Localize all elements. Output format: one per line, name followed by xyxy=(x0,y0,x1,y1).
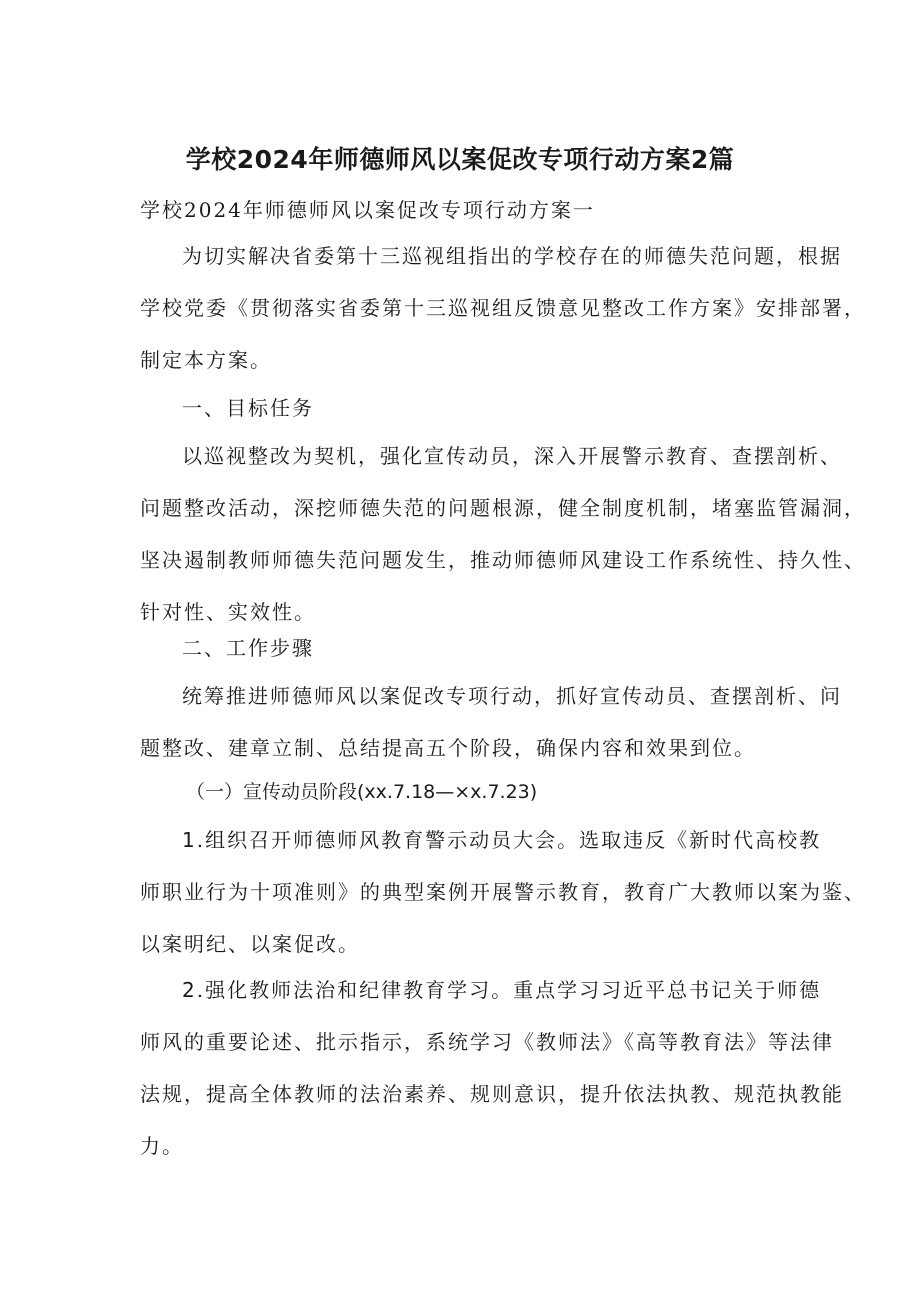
section1-paragraph xyxy=(140,430,866,638)
item2-number: 2 xyxy=(182,978,197,1002)
section2-line: 题整改、建章立制、总结提高五个阶段，确保内容和效果到位。 xyxy=(140,736,756,760)
section2-paragraph xyxy=(140,670,842,774)
section1-line: 以巡视整改为契机，强化宣传动员，深入开展警示教育、查摆剖析、 xyxy=(182,444,842,468)
item2-line: 法规，提高全体教师的法治素养、规则意识，提升依法执教、规范执教能 xyxy=(140,1082,844,1106)
section2-line: 统筹推进师德师风以案促改专项行动，抓好宣传动员、查摆剖析、问 xyxy=(182,684,842,708)
section1-line: 问题整改活动，深挖师德失范的问题根源，健全制度机制，堵塞监管漏洞， xyxy=(140,496,866,520)
item1-line: 以案明纪、以案促改。 xyxy=(140,932,360,956)
intro-paragraph xyxy=(140,230,866,386)
intro-line: 为切实解决省委第十三巡视组指出的学校存在的师德失范问题，根据 xyxy=(182,244,842,268)
item2-line: 力。 xyxy=(140,1134,184,1158)
item1-line: .组织召开师德师风教育警示动员大会。选取违反《新时代高校教 xyxy=(196,828,822,852)
section2-heading: 二、工作步骤 xyxy=(182,636,314,660)
item2-line: .强化教师法治和纪律教育学习。重点学习习近平总书记关于师德 xyxy=(196,978,822,1002)
stage1-heading: （一）宣传动员阶段(xx.7.18—×x.7.23) xyxy=(186,781,538,803)
item1-paragraph xyxy=(140,814,866,970)
intro-line: 学校党委《贯彻落实省委第十三巡视组反馈意见整改工作方案》安排部署， xyxy=(140,296,866,320)
section1-line: 坚决遏制教师师德失范问题发生，推动师德师风建设工作系统性、持久性、 xyxy=(140,548,866,572)
section1-line: 针对性、实效性。 xyxy=(140,600,316,624)
item2-paragraph xyxy=(140,964,844,1172)
item1-number: 1 xyxy=(182,828,197,852)
document-subtitle: 学校2024年师德师风以案促改专项行动方案一 xyxy=(140,198,595,222)
item2-line: 师风的重要论述、批示指示，系统学习《教师法》《高等教育法》等法律 xyxy=(140,1030,834,1054)
document-title: 学校2024年师德师风以案促改专项行动方案2篇 xyxy=(185,145,735,174)
intro-line: 制定本方案。 xyxy=(140,348,272,372)
item1-line: 师职业行为十项准则》的典型案例开展警示教育，教育广大教师以案为鉴、 xyxy=(140,880,866,904)
section1-heading: 一、目标任务 xyxy=(182,396,314,420)
